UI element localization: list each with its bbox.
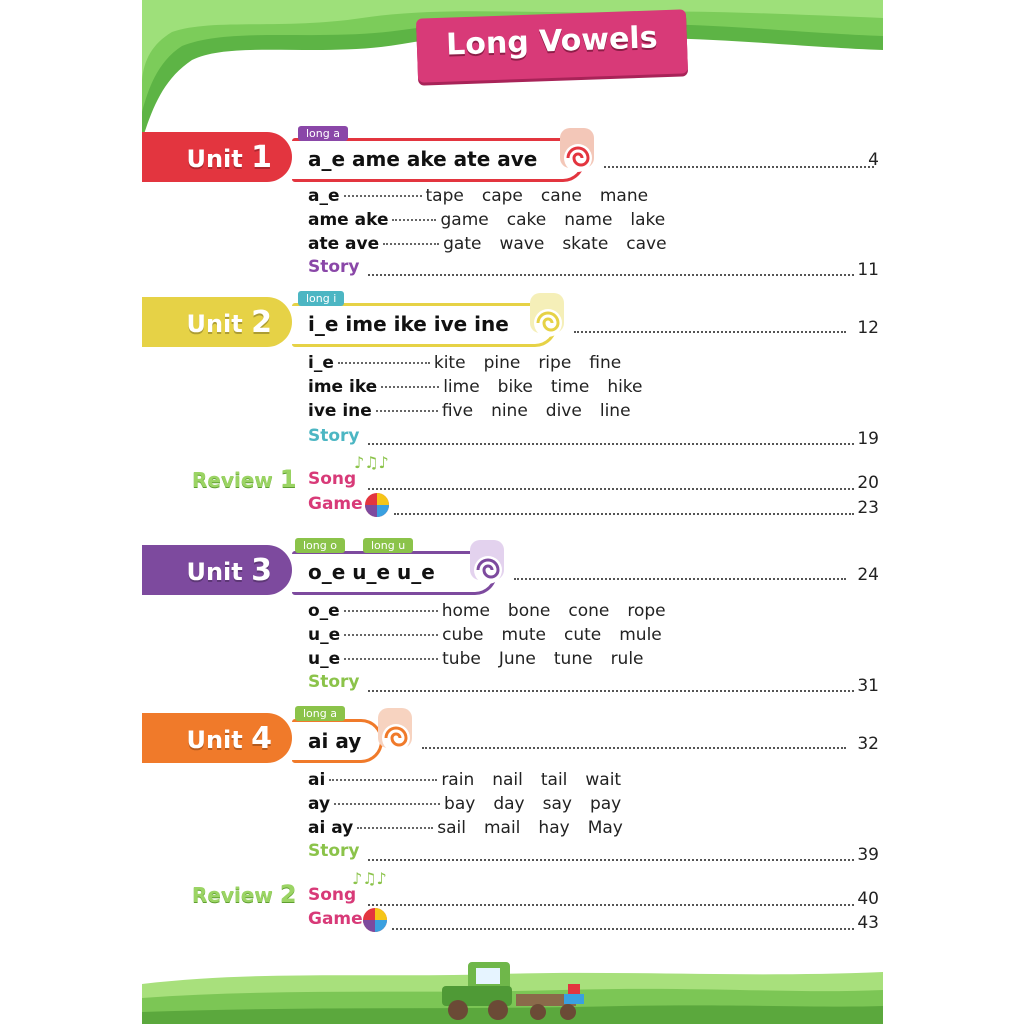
- unit-3-page: 24: [857, 565, 879, 585]
- unit-3-tab: [142, 545, 292, 595]
- unit-2-label: Unit 2: [186, 305, 272, 340]
- unit-2-row-3: ive ine five nine dive line: [308, 401, 631, 421]
- review-2-game-leader: [392, 928, 854, 930]
- unit-2-story-leader: [368, 443, 854, 445]
- review-1-label: Review 1: [192, 465, 297, 493]
- unit-4-leader: [422, 747, 846, 749]
- unit-4-label: Unit 4: [186, 721, 272, 756]
- review-2-song-label: Song: [308, 885, 357, 905]
- unit-4-row-3: ai ay sail mail hay May: [308, 818, 623, 838]
- unit-1-heading: a_e ame ake ate ave: [308, 147, 538, 171]
- unit-3-row-1: o_e home bone cone rope: [308, 601, 666, 621]
- unit-2-story-page: 19: [857, 429, 879, 449]
- music-notes-icon: [354, 452, 398, 474]
- unit-2-roll-icon: [524, 291, 572, 339]
- unit-3-label: Unit 3: [186, 553, 272, 588]
- unit-1-label: Unit 1: [186, 140, 272, 175]
- unit-3-story-leader: [368, 690, 854, 692]
- unit-4-story-leader: [368, 859, 854, 861]
- page-title: Long Vowels: [445, 20, 659, 63]
- unit-1-row-2: ame ake game cake name lake: [308, 210, 666, 230]
- unit-4-heading: ai ay: [308, 729, 362, 753]
- unit-2-tag: long i: [298, 291, 344, 306]
- unit-1-leader: [604, 166, 874, 168]
- unit-2-page: 12: [857, 318, 879, 338]
- title-banner: [416, 9, 688, 82]
- review-1-song-leader: [368, 488, 854, 490]
- unit-2-row-1: i_e kite pine ripe fine: [308, 353, 622, 373]
- svg-text:♪♫♪: ♪♫♪: [354, 453, 389, 472]
- toy-truck-illustration: [438, 956, 618, 1024]
- unit-4-roll-icon: [372, 706, 420, 754]
- unit-3-row-2: u_e cube mute cute mule: [308, 625, 662, 645]
- review-1-song-label: Song: [308, 469, 357, 489]
- unit-1-tag: long a: [298, 126, 348, 141]
- review-1-song-page: 20: [857, 473, 879, 493]
- contents-page: [142, 0, 883, 1024]
- unit-2-row-2: ime ike lime bike time hike: [308, 377, 643, 397]
- unit-2-tab: [142, 297, 292, 347]
- unit-3-heading: o_e u_e u_e: [308, 560, 435, 584]
- review-2-song-leader: [368, 904, 854, 906]
- unit-4-row-1: ai rain nail tail wait: [308, 770, 622, 790]
- unit-3-roll-icon: [464, 538, 512, 586]
- game-wheel-icon: [362, 907, 388, 933]
- review-1-game-page: 23: [857, 498, 879, 518]
- unit-3-leader: [514, 578, 846, 580]
- unit-1-roll-icon: [554, 126, 602, 174]
- svg-text:♪♫♪: ♪♫♪: [352, 869, 387, 888]
- unit-4-row-2: ay bay day say pay: [308, 794, 622, 814]
- unit-4-story-page: 39: [857, 845, 879, 865]
- unit-3-story-page: 31: [857, 676, 879, 696]
- unit-1-story-label: Story: [308, 257, 360, 277]
- review-2-label: Review 2: [192, 880, 297, 908]
- review-1-game-label: Game: [308, 494, 363, 514]
- music-notes-icon: [352, 868, 396, 890]
- unit-4-story-label: Story: [308, 841, 360, 861]
- unit-3-tag-1: long o: [295, 538, 345, 553]
- unit-3-row-3: u_e tube June tune rule: [308, 649, 644, 669]
- unit-4-page: 32: [857, 734, 879, 754]
- unit-4-tab: [142, 713, 292, 763]
- unit-1-story-leader: [368, 274, 854, 276]
- unit-1-row-3: ate ave gate wave skate cave: [308, 234, 667, 254]
- unit-4-tag: long a: [295, 706, 345, 721]
- review-2-song-page: 40: [857, 889, 879, 909]
- unit-2-story-label: Story: [308, 426, 360, 446]
- game-wheel-icon: [364, 492, 390, 518]
- unit-1-row-1: a_e tape cape cane mane: [308, 186, 649, 206]
- unit-3-tag-2: long u: [363, 538, 413, 553]
- unit-1-tab: [142, 132, 292, 182]
- review-2-game-page: 43: [857, 913, 879, 933]
- unit-2-heading: i_e ime ike ive ine: [308, 312, 509, 336]
- review-2-game-label: Game: [308, 909, 363, 929]
- unit-2-leader: [574, 331, 846, 333]
- unit-1-page: 4: [868, 150, 879, 170]
- review-1-game-leader: [394, 513, 854, 515]
- unit-3-story-label: Story: [308, 672, 360, 692]
- unit-1-story-page: 11: [857, 260, 879, 280]
